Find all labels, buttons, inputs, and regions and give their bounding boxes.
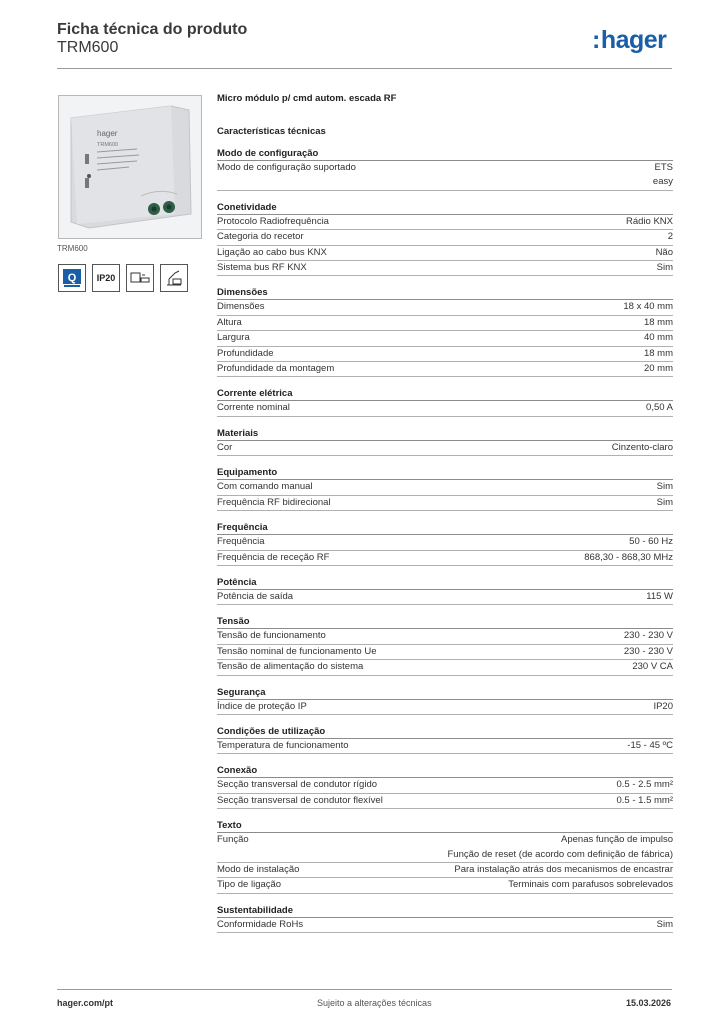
spec-row [217, 300, 673, 315]
hager-logo[interactable] [592, 26, 666, 55]
product-device-illustration [59, 96, 201, 238]
spec-label: Tensão de funcionamento [217, 630, 326, 642]
spec-value-line: IP20 [653, 700, 673, 712]
spec-row [217, 535, 673, 550]
spec-row [217, 778, 673, 793]
spec-value [668, 230, 673, 244]
section-title: Materiais [217, 427, 673, 441]
spec-label: Conformidade RoHs [217, 918, 304, 930]
spec-label: Ligação ao cabo bus KNX [217, 246, 327, 258]
spec-value-line: 18 mm [643, 316, 673, 328]
spec-value-line: Não [655, 246, 673, 258]
spec-row [217, 480, 673, 495]
spec-label: Índice de proteção IP [217, 700, 307, 712]
spec-label: Sistema bus RF KNX [217, 262, 307, 274]
spec-row [217, 347, 673, 362]
spec-section [217, 764, 673, 809]
spec-content [217, 93, 673, 943]
spec-label: Modo de configuração suportado [217, 162, 356, 173]
page-title: Ficha técnica do produto [57, 21, 248, 38]
spec-label: Potência de saída [217, 590, 294, 602]
spec-row [217, 794, 673, 809]
characteristics-title: Características técnicas [217, 126, 326, 137]
spec-value [617, 778, 674, 792]
certification-icons [58, 264, 188, 292]
product-name: Micro módulo p/ cmd autom. escada RF [217, 93, 397, 104]
spec-value-line: 230 - 230 V [623, 630, 673, 642]
section-title: Tensão [217, 615, 673, 629]
spec-value [454, 863, 673, 877]
spec-value [646, 401, 673, 415]
spec-value [653, 700, 673, 714]
spec-value-line: 868,30 - 868,30 MHz [584, 551, 673, 563]
spec-label: Função [217, 834, 249, 846]
spec-value [657, 496, 673, 510]
spec-section [217, 427, 673, 456]
section-title: Condições de utilização [217, 725, 673, 739]
spec-label: Largura [217, 332, 250, 344]
spec-label: Secção transversal de condutor flexível [217, 794, 383, 806]
spec-section [217, 521, 673, 566]
spec-row [217, 629, 673, 644]
spec-value-line: Sim [656, 262, 673, 274]
spec-value-line: Função de reset (de acordo com definição de fábrica) [447, 848, 673, 860]
logo-text: hager [600, 26, 667, 54]
spec-label: Tipo de ligação [217, 879, 282, 891]
section-title: Dimensões [217, 286, 673, 300]
spec-value [644, 316, 673, 330]
header-divider [57, 68, 672, 69]
spec-label: Tensão de alimentação do sistema [217, 661, 364, 673]
spec-row [217, 496, 673, 511]
spec-value [624, 629, 673, 643]
spec-value [626, 215, 673, 229]
spec-value-line: easy [652, 176, 673, 188]
spec-label: Frequência de receção RF [217, 551, 330, 563]
section-title: Texto [217, 819, 673, 833]
spec-row [217, 739, 673, 754]
spec-row [217, 863, 673, 878]
section-title: Potência [217, 576, 673, 590]
spec-row [217, 590, 673, 605]
spec-section [217, 466, 673, 511]
photo-caption: TRM600 [57, 244, 88, 253]
quality-mark-letter: Q [67, 272, 77, 284]
spec-label: Frequência [217, 536, 265, 548]
spec-label: Secção transversal de condutor rígido [217, 779, 378, 791]
section-title: Conexão [217, 764, 673, 778]
spec-row [217, 645, 673, 660]
spec-section [217, 686, 673, 715]
footer-date: 15.03.2026 [626, 998, 672, 1008]
spec-value [612, 441, 673, 455]
spec-value-line: 0.5 - 1.5 mm² [616, 794, 673, 806]
spec-value-line: Sim [656, 481, 673, 493]
quality-mark-icon [58, 264, 86, 292]
spec-row [217, 700, 673, 715]
spec-value-line: 40 mm [643, 332, 673, 344]
spec-value [627, 739, 673, 753]
spec-section [217, 615, 673, 675]
section-title: Frequência [217, 521, 673, 535]
spec-value-line: 115 W [646, 590, 673, 602]
section-title: Equipamento [217, 466, 673, 480]
spec-value [629, 535, 673, 549]
spec-section [217, 147, 673, 191]
spec-label: Profundidade [217, 347, 274, 359]
spec-label: Altura [217, 316, 242, 328]
spec-row [217, 261, 673, 276]
spec-value-line: -15 - 45 ºC [627, 739, 673, 751]
spec-row [217, 316, 673, 331]
section-title: Conetividade [217, 201, 673, 215]
spec-row [217, 161, 673, 191]
spec-value-line: 18 mm [643, 347, 673, 359]
spec-section [217, 725, 673, 754]
section-title: Segurança [217, 686, 673, 700]
spec-value [448, 833, 674, 862]
spec-row [217, 878, 673, 893]
spec-row [217, 215, 673, 230]
spec-label: Temperatura de funcionamento [217, 739, 349, 751]
spec-row [217, 660, 673, 675]
spec-label: Categoria do recetor [217, 231, 304, 243]
mounting-box-icon [126, 264, 154, 292]
spec-label: Tensão nominal de funcionamento Ue [217, 645, 377, 657]
spec-row [217, 246, 673, 261]
spec-value-line: ETS [654, 162, 673, 173]
spec-section [217, 286, 673, 377]
ip20-badge: IP20 [92, 264, 120, 292]
section-title: Modo de configuração [217, 147, 673, 161]
spec-label: Com comando manual [217, 481, 313, 493]
spec-row [217, 551, 673, 566]
spec-label: Dimensões [217, 301, 265, 313]
spec-value [653, 161, 673, 190]
spec-row [217, 918, 673, 933]
spec-value-line: 2 [667, 231, 673, 243]
spec-row [217, 401, 673, 416]
spec-label: Corrente nominal [217, 402, 290, 414]
spec-value [644, 362, 673, 376]
footer-divider [57, 989, 672, 990]
spec-label: Protocolo Radiofrequência [217, 215, 329, 227]
product-photo [58, 95, 202, 239]
spec-value [584, 551, 673, 565]
spec-section [217, 201, 673, 277]
spec-label: Frequência RF bidirecional [217, 496, 331, 508]
spec-row [217, 441, 673, 456]
spec-label: Modo de instalação [217, 863, 300, 875]
page-subtitle: TRM600 [57, 39, 119, 56]
spec-value-line: Apenas função de impulso [561, 834, 673, 846]
spec-value-line: 230 V CA [632, 661, 673, 673]
device-brand-text: hager [97, 129, 118, 138]
spec-section [217, 819, 673, 894]
spec-row [217, 331, 673, 346]
spec-label: Cor [217, 441, 233, 453]
spec-row [217, 362, 673, 377]
spec-section [217, 576, 673, 605]
spec-value-line: 20 mm [643, 363, 673, 375]
spec-value-line: 18 x 40 mm [623, 301, 673, 313]
spec-value [624, 645, 673, 659]
spec-value [657, 918, 673, 932]
spec-value-line: Terminais com parafusos sobrelevados [508, 879, 673, 891]
section-title: Sustentabilidade [217, 904, 673, 918]
installation-diagram-icon [160, 264, 188, 292]
spec-value [657, 480, 673, 494]
device-model-text: TRM600 [97, 142, 119, 148]
spec-value [632, 660, 673, 674]
spec-sections [217, 147, 673, 933]
spec-value [623, 300, 673, 314]
spec-row [217, 833, 673, 863]
spec-value-line: Cinzento-claro [611, 441, 673, 453]
footer-website-link[interactable]: hager.com/pt [57, 998, 114, 1008]
spec-value [657, 261, 673, 275]
spec-label: Profundidade da montagem [217, 363, 335, 375]
spec-value [617, 794, 674, 808]
spec-value-line: Rádio KNX [626, 215, 673, 227]
spec-value-line: 50 - 60 Hz [629, 536, 673, 548]
spec-value-line: 0,50 A [646, 402, 673, 414]
spec-value [644, 347, 673, 361]
spec-value [646, 590, 673, 604]
logo-dots: : [592, 26, 600, 54]
spec-value [508, 878, 673, 892]
spec-section [217, 904, 673, 933]
spec-value [656, 246, 673, 260]
section-title: Corrente elétrica [217, 387, 673, 401]
spec-value-line: 230 - 230 V [623, 645, 673, 657]
spec-value-line: Para instalação atrás dos mecanismos de encastrar [454, 863, 673, 875]
spec-value-line: Sim [656, 496, 673, 508]
spec-row [217, 230, 673, 245]
spec-value [644, 331, 673, 345]
footer-note: Sujeito a alterações técnicas [317, 998, 432, 1008]
spec-value-line: Sim [656, 918, 673, 930]
spec-value-line: 0.5 - 2.5 mm² [616, 779, 673, 791]
spec-section [217, 387, 673, 416]
